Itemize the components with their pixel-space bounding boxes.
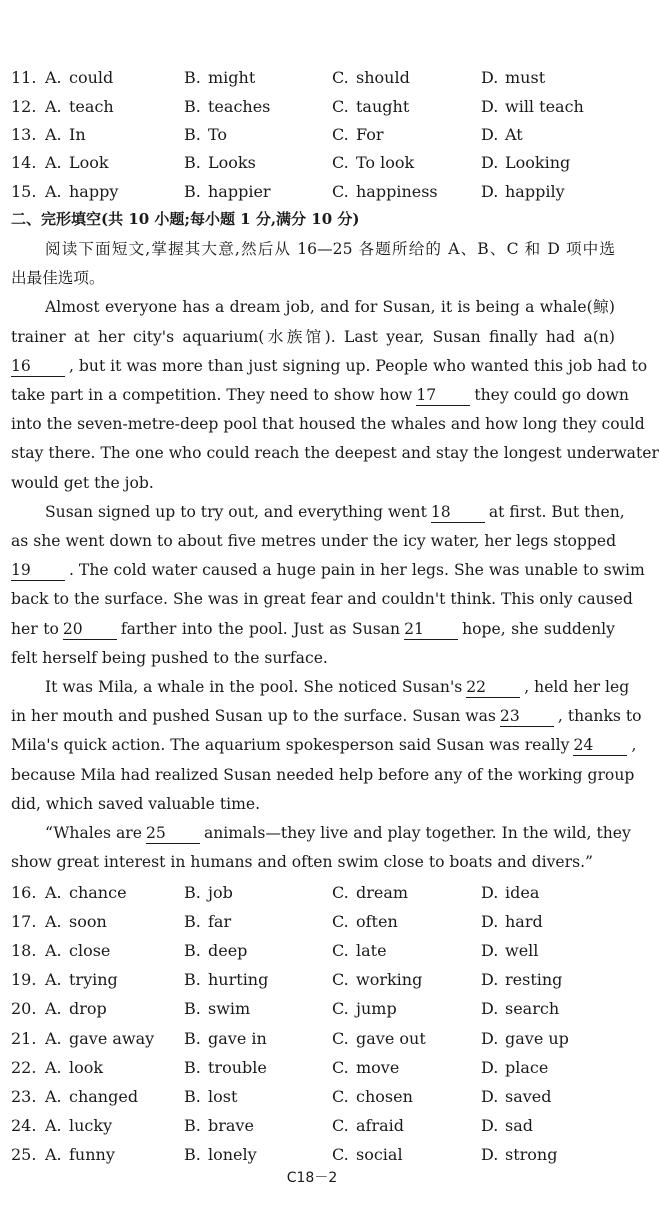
option-a: A. could [45,68,114,87]
passage-line: as she went down to about five metres under the icy water, her legs stopped [11,532,617,551]
question-number: 22. [11,1058,37,1077]
option-c: C. often [332,912,398,931]
question-row [11,92,617,121]
option-a: A. gave away [45,1029,155,1048]
option-b: B. brave [184,1116,254,1135]
blank-18: 18 [431,502,485,523]
option-a: A. close [45,941,111,960]
option-b: B. lonely [184,1145,257,1164]
option-c: C. For [332,125,384,144]
option-d: D. search [481,999,560,1018]
option-c: C. should [332,68,410,87]
option-d: D. resting [481,970,563,989]
question-number: 16. [11,883,37,902]
option-a: A. look [45,1058,104,1077]
question-row [11,1140,617,1169]
blank-17: 17 [416,385,470,406]
passage-line: into the seven-metre-deep pool that housed the whales and how long they could [11,415,645,434]
passage-line: did, which saved valuable time. [11,794,261,813]
option-b: B. might [184,68,256,87]
passage-line: back to the surface. She was in great fear and couldn't think. This only caused [11,590,633,609]
option-d: D. gave up [481,1029,569,1048]
question-row [11,994,617,1023]
option-d: D. well [481,941,539,960]
option-a: A. changed [45,1087,139,1106]
question-number: 20. [11,999,37,1018]
option-b: B. hurting [184,970,269,989]
question-row [11,878,617,907]
question-row [11,965,617,994]
question-row [11,177,617,206]
option-a: A. happy [45,182,119,201]
question-number: 13. [11,125,37,144]
passage-line: 16 , but it was more than just signing up. People who wanted this job had to [11,356,648,375]
question-number: 25. [11,1145,37,1164]
option-a: A. In [45,125,86,144]
option-d: D. At [481,125,523,144]
passage-line: take part in a competition. They need to show how 17 they could go down [11,386,629,405]
option-a: A. chance [45,883,127,902]
passage-line: her to 20 farther into the pool. Just as Susan 21 hope, she suddenly [11,619,615,638]
option-d: D. must [481,68,546,87]
question-number: 23. [11,1087,37,1106]
question-number: 15. [11,182,37,201]
option-c: C. taught [332,97,410,116]
blank-20: 20 [63,619,117,640]
option-d: D. Looking [481,153,571,172]
passage-line: trainer at her city's aquarium(水族馆). Last year, Susan finally had a(n) [11,327,615,346]
passage-line: stay there. The one who could reach the deepest and stay the longest underwater [11,444,659,463]
option-b: B. teaches [184,97,271,116]
blank-22: 22 [466,677,520,698]
passage-line: “Whales are 25 animals—they live and play together. In the wild, they [45,824,631,843]
option-a: A. soon [45,912,107,931]
option-b: B. far [184,912,232,931]
option-a: A. lucky [45,1116,113,1135]
passage-line: Almost everyone has a dream job, and for Susan, it is being a whale(鲸) [45,298,615,317]
option-c: C. working [332,970,423,989]
passage-line: Mila's quick action. The aquarium spokesperson said Susan was really 24 , [11,736,637,755]
passage-line: It was Mila, a whale in the pool. She noticed Susan's 22 , held her leg [45,678,630,697]
option-b: B. deep [184,941,248,960]
passage-line: 19 . The cold water caused a huge pain in her legs. She was unable to swim [11,561,645,580]
option-c: C. late [332,941,387,960]
option-d: D. strong [481,1145,558,1164]
question-number: 14. [11,153,37,172]
option-c: C. social [332,1145,403,1164]
option-d: D. place [481,1058,549,1077]
passage [11,235,659,877]
question-number: 24. [11,1116,37,1135]
question-number: 19. [11,970,37,989]
option-c: C. gave out [332,1029,426,1048]
option-d: D. will teach [481,97,584,116]
option-d: D. idea [481,883,540,902]
passage-line: Susan signed up to try out, and everything went 18 at first. But then, [45,502,625,521]
passage-line: show great interest in humans and often swim close to boats and divers.” [11,853,594,872]
blank-25: 25 [146,823,200,844]
question-row [11,63,617,92]
question-number: 11. [11,68,37,87]
page-footer: C18－2 [286,1170,338,1186]
option-b: B. Looks [184,153,256,172]
option-b: B. lost [184,1087,238,1106]
question-number: 18. [11,941,37,960]
option-b: B. To [184,125,228,144]
option-c: C. afraid [332,1116,405,1135]
question-row [11,1053,617,1082]
option-a: A. Look [45,153,109,172]
option-c: C. dream [332,883,409,902]
question-row [11,120,617,149]
instruction-line: 出最佳选项。 [11,269,105,288]
option-b: B. swim [184,999,251,1018]
option-d: D. happily [481,182,565,201]
blank-21: 21 [404,619,458,640]
option-d: D. sad [481,1116,533,1135]
option-b: B. gave in [184,1029,267,1048]
option-b: B. happier [184,182,271,201]
option-a: A. drop [45,999,107,1018]
option-c: C. move [332,1058,400,1077]
question-row [11,148,617,177]
passage-line: felt herself being pushed to the surface. [11,648,328,667]
option-b: B. job [184,883,233,902]
question-number: 21. [11,1029,37,1048]
option-a: A. funny [45,1145,115,1164]
question-number: 12. [11,97,37,116]
option-c: C. jump [332,999,397,1018]
blank-19: 19 [11,560,65,581]
option-d: D. hard [481,912,543,931]
passage-line: would get the job. [11,473,154,492]
option-a: A. trying [45,970,118,989]
instruction-line: 阅读下面短文,掌握其大意,然后从 16—25 各题所给的 A、B、C 和 D 项中选 [45,240,615,258]
question-number: 17. [11,912,37,931]
option-d: D. saved [481,1087,552,1106]
question-row [11,936,617,965]
blank-23: 23 [500,706,554,727]
passage-line: in her mouth and pushed Susan up to the surface. Susan was 23 , thanks to [11,707,642,726]
passage-line: because Mila had realized Susan needed help before any of the working group [11,765,635,784]
question-row [11,907,617,936]
option-c: C. To look [332,153,415,172]
option-c: C. chosen [332,1087,413,1106]
question-row [11,1024,617,1053]
option-a: A. teach [45,97,114,116]
section-title: 二、完形填空(共 10 小题;每小题 1 分,满分 10 分) [11,210,360,228]
question-row [11,1111,617,1140]
option-b: B. trouble [184,1058,267,1077]
option-c: C. happiness [332,182,438,201]
blank-16: 16 [11,356,65,377]
question-row [11,1082,617,1111]
blank-24: 24 [573,735,627,756]
